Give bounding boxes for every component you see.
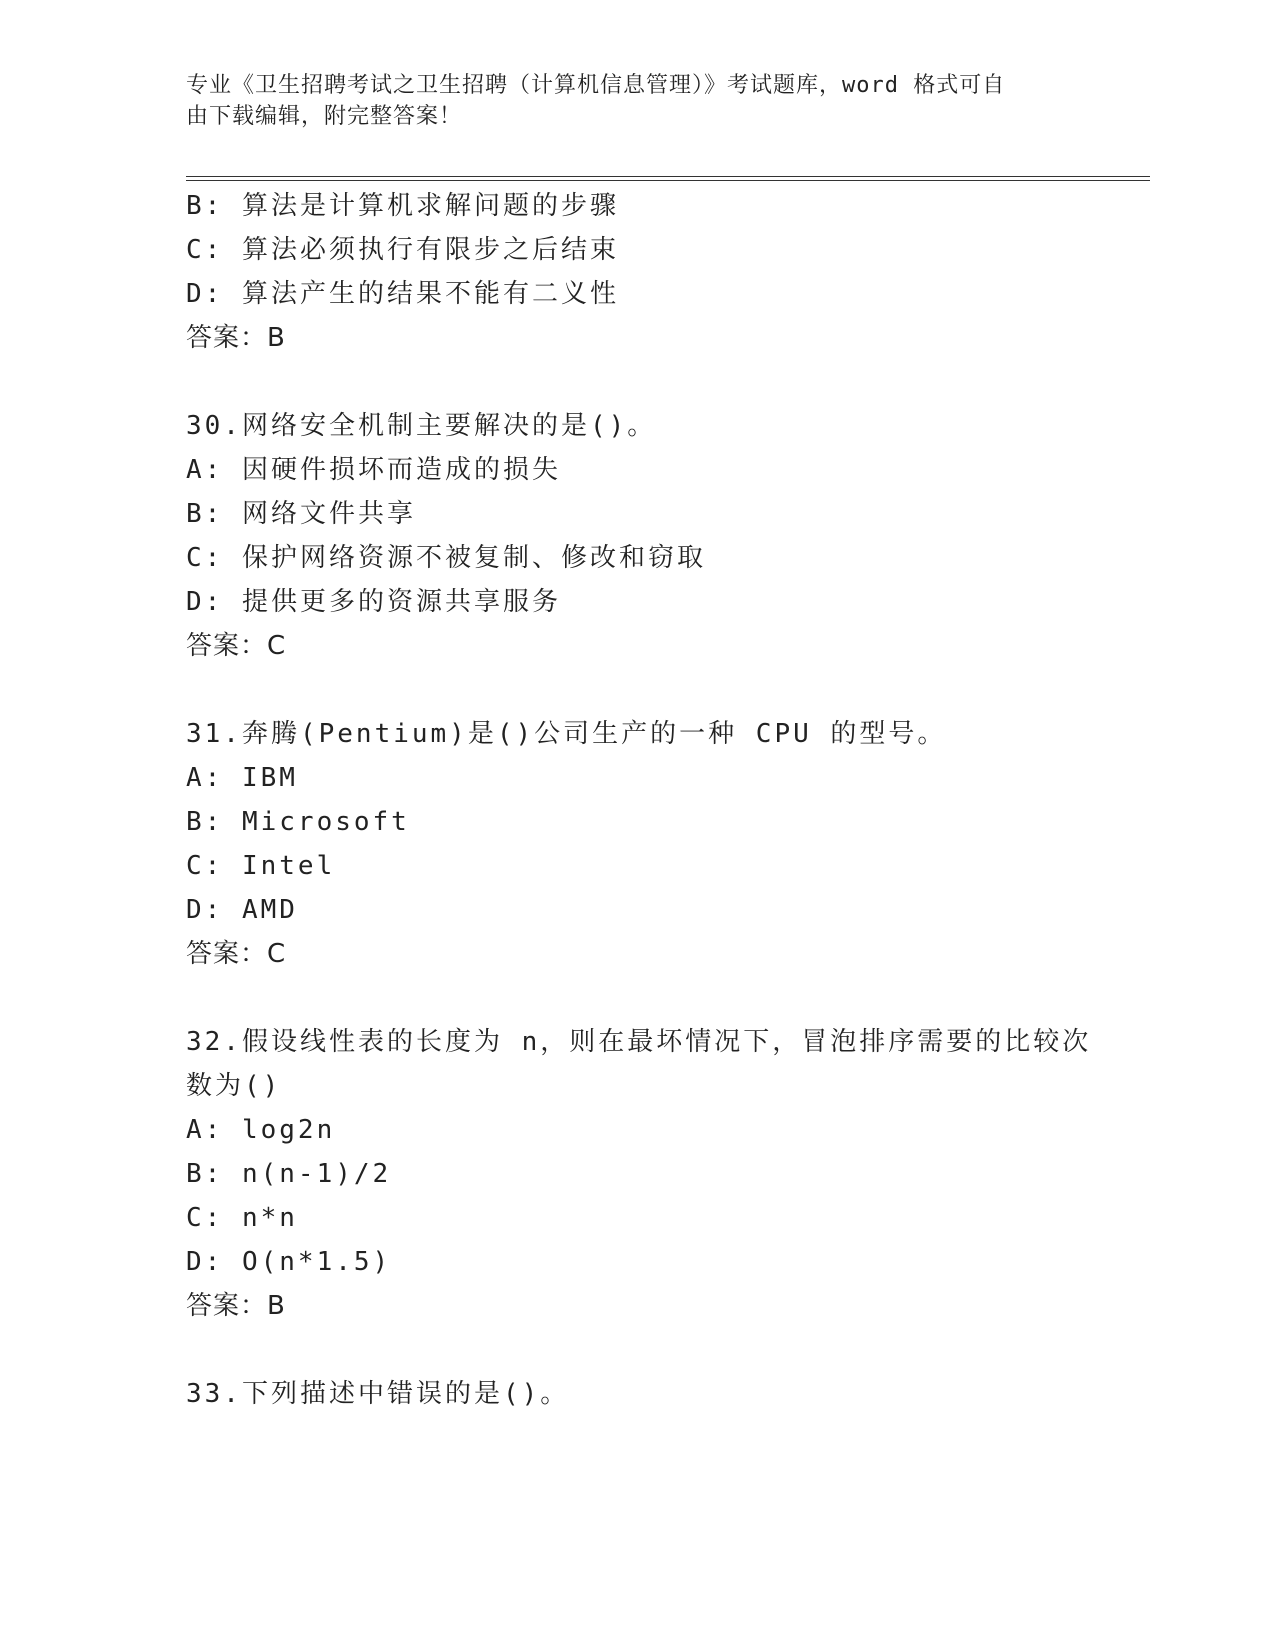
option-b: B: n(n-1)/2	[186, 1159, 392, 1189]
option-a: A: log2n	[186, 1115, 336, 1145]
option-d: D: 提供更多的资源共享服务	[186, 587, 561, 617]
answer-text: 答案：C	[186, 631, 287, 661]
answer-text: 答案：C	[186, 939, 287, 969]
header-line-2: 由下载编辑，附完整答案！	[186, 104, 463, 129]
question-30: 30.网络安全机制主要解决的是()。	[186, 411, 657, 441]
option-c: C: n*n	[186, 1203, 298, 1233]
option-b: B: 算法是计算机求解问题的步骤	[186, 191, 619, 221]
question-31: 31.奔腾(Pentium)是()公司生产的一种 CPU 的型号。	[186, 719, 947, 749]
question-33: 33.下列描述中错误的是()。	[186, 1379, 570, 1409]
option-d: D: AMD	[186, 895, 298, 925]
option-b: B: Microsoft	[186, 807, 410, 837]
option-c: C: 保护网络资源不被复制、修改和窃取	[186, 543, 706, 573]
option-c: C: 算法必须执行有限步之后结束	[186, 235, 619, 265]
option-b: B: 网络文件共享	[186, 499, 416, 529]
option-a: A: 因硬件损坏而造成的损失	[186, 455, 561, 485]
header-line-1: 专业《卫生招聘考试之卫生招聘（计算机信息管理）》考试题库，word 格式可自	[186, 73, 1006, 98]
answer-text: 答案：B	[186, 1291, 286, 1321]
option-d: D: 算法产生的结果不能有二义性	[186, 279, 619, 309]
question-32-continued: 数为()	[186, 1071, 282, 1101]
option-c: C: Intel	[186, 851, 336, 881]
document-header	[186, 70, 1066, 132]
option-a: A: IBM	[186, 763, 298, 793]
header-double-rule	[186, 176, 1150, 181]
option-d: D: O(n*1.5)	[186, 1247, 392, 1277]
question-32: 32.假设线性表的长度为 n，则在最坏情况下，冒泡排序需要的比较次	[186, 1027, 1092, 1057]
answer-text: 答案：B	[186, 323, 286, 353]
